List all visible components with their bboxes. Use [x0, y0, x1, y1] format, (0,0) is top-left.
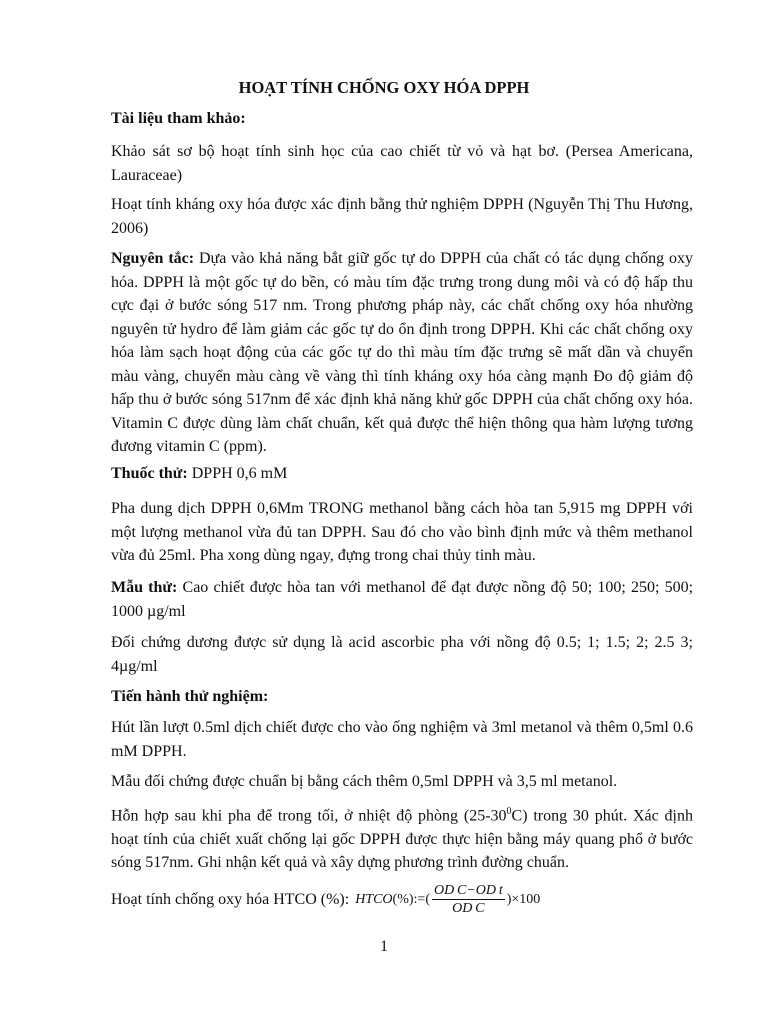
page-number: 1 — [380, 938, 388, 955]
page-title: HOẠT TÍNH CHỐNG OXY HÓA DPPH — [238, 78, 530, 97]
reference-2: Hoạt tính kháng oxy hóa được xác định bằng thử nghiệm DPPH (Nguyễn Thị Thu Hương, 2006) — [111, 196, 693, 237]
procedure-heading: Tiến hành thử nghiệm: — [111, 688, 269, 705]
references-heading: Tài liệu tham khảo: — [111, 110, 246, 127]
sample-text: Cao chiết được hòa tan với methanol để đạt được nồng độ 50; 100; 250; 500; 1000 µg/ml — [111, 579, 694, 620]
procedure-step-1: Hút lần lượt 0.5ml dịch chiết được cho vào ống nghiệm và 3ml metanol và thêm 0,5ml 0.6 mM DPPH. — [111, 719, 693, 760]
formula-rhs: )×100 — [506, 891, 541, 907]
procedure-step-2: Mẫu đối chứng được chuẩn bị bằng cách thêm 0,5ml DPPH và 3,5 ml metanol. — [111, 773, 618, 790]
formula-label: Hoạt tính chống oxy hóa HTCO (%): — [111, 890, 350, 908]
formula-denominator: OD C — [452, 901, 485, 916]
formula-lhs: HTCO — [355, 891, 393, 907]
positive-control: Đối chứng dương được sử dụng là acid ascorbic pha với nồng độ 0.5; 1; 1.5; 2; 2.5 3; 4µg/ml — [111, 634, 693, 675]
formula-line — [111, 882, 693, 917]
reagent-label: Thuốc thử: — [111, 465, 188, 482]
htco-formula — [355, 882, 540, 917]
formula-fraction — [432, 882, 505, 917]
procedure-step-3: Hỗn hợp sau khi pha để trong tối, ở nhiệt độ phòng $(25-30^0C)$ trong 30 phút. Xác định hoạt tính của chiết xuất chống lại gốc DPPH được thực hiện bằng máy quang phổ ở bước sóng 517nm. Ghi nhận kết quả và xây dựng phương trình đường chuẩn. — [111, 806, 693, 872]
principle-label: Nguyên tắc: — [111, 250, 195, 267]
formula-numerator: OD C−OD t — [433, 883, 503, 898]
principle-paragraph — [111, 247, 693, 459]
reagent-paragraph — [111, 462, 693, 486]
sample-label: Mẫu thử: — [111, 579, 178, 596]
reference-1: Khảo sát sơ bộ hoạt tính sinh học của cao chiết từ vỏ và hạt bơ. (Persea Americana, Lauraceae) — [111, 143, 693, 184]
principle-text: Dựa vào khả năng bắt giữ gốc tự do DPPH của chất có tác dụng chống oxy hóa. DPPH là một gốc tự do bền, có màu tím đặc trưng trong dung môi và có độ hấp thu cực đại ở bước sóng 517 nm. Trong phương pháp này, các chất chống oxy hóa nhường nguyên tử hydro để làm giảm các gốc tự do ổn định trong DPPH. Khi các chất chống oxy hóa làm sạch hoạt động của các gốc tự do thì màu tím đặc trưng sẽ mất dần và chuyển màu vàng, chuyển màu càng về vàng thì tính kháng oxy hóa càng mạnh Đo độ giảm độ hấp thu ở bước sóng 517nm để xác định khả năng khử gốc DPPH của chất chống oxy hóa. Vitamin C được dùng làm chất chuẩn, kết quả được thể hiện thông qua hàm lượng tương đương vitamin C (ppm). — [111, 250, 694, 455]
formula-lhs-unit: (%):=( — [392, 891, 430, 907]
reagent-text: DPPH 0,6 mM — [187, 465, 288, 482]
reagent-preparation: Pha dung dịch DPPH 0,6Mm TRONG methanol bằng cách hòa tan 5,915 mg DPPH với một lượng methanol vừa đủ tan DPPH. Sau đó cho vào bình định mức và thêm methanol vừa đủ 25ml. Pha xong dùng ngay, đựng trong chai thủy tinh màu. — [111, 500, 693, 564]
sample-paragraph — [111, 576, 693, 623]
